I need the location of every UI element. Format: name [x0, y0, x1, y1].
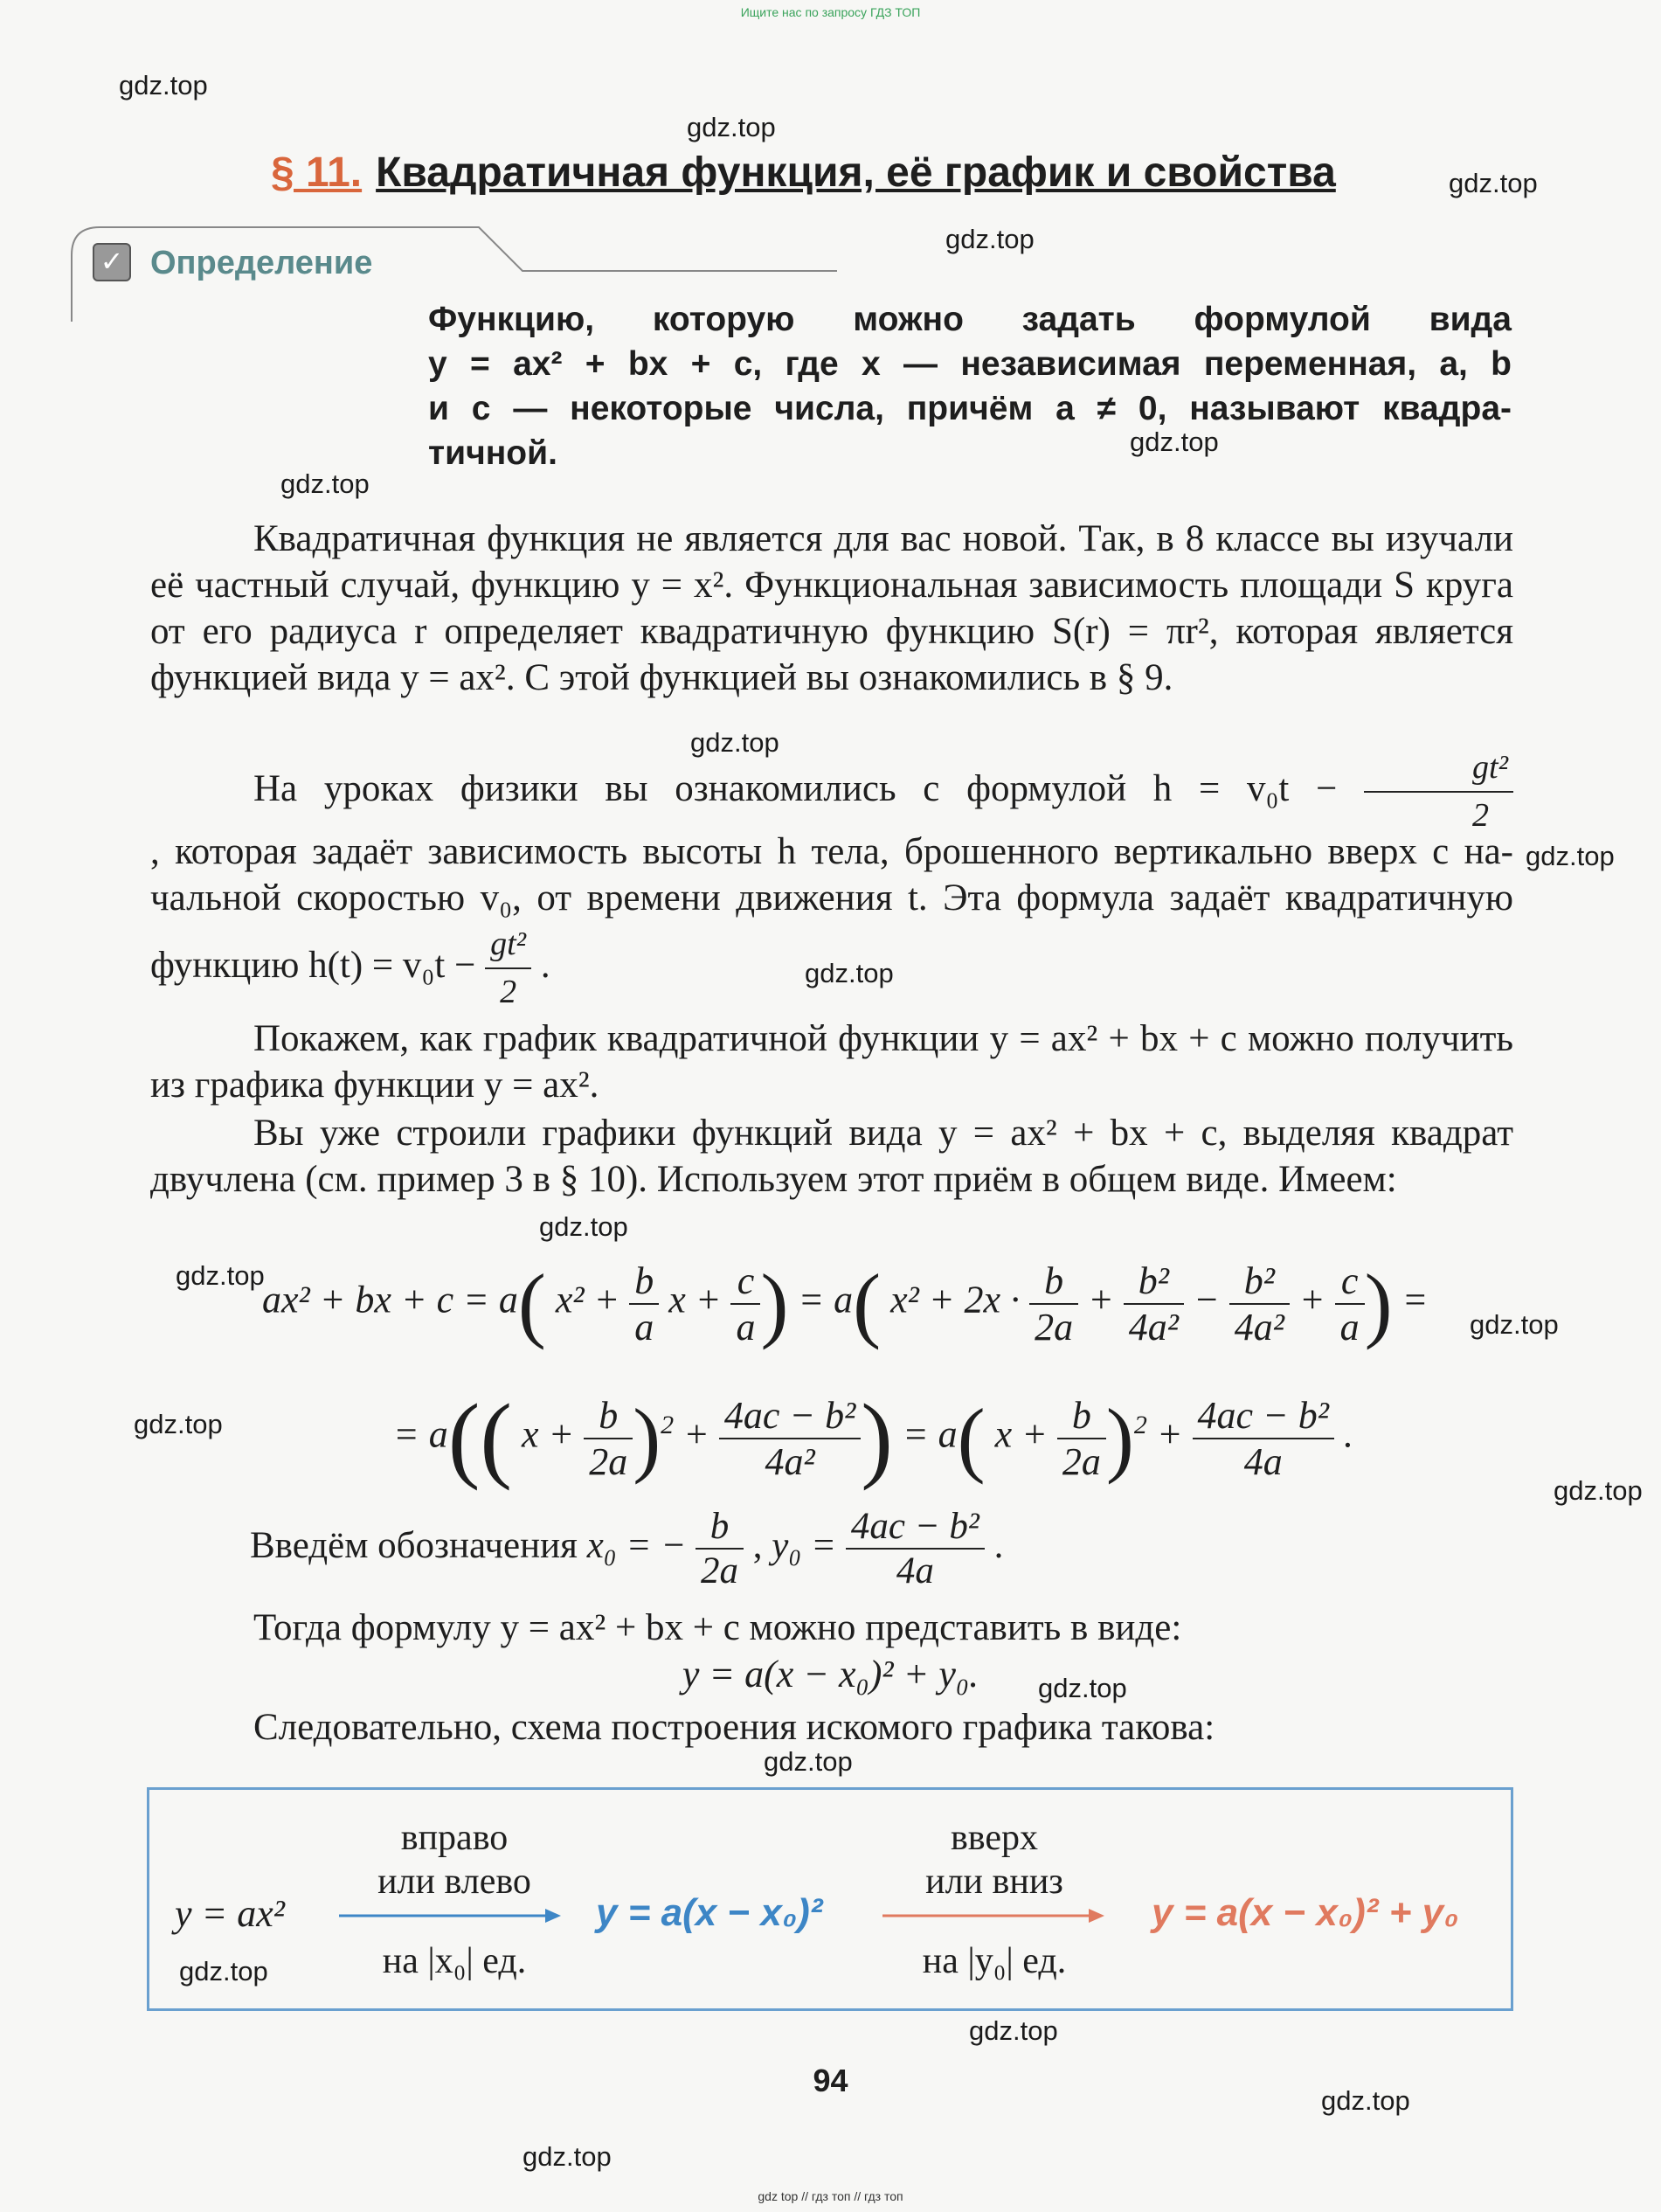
definition-line: тичной. [428, 434, 557, 472]
watermark: gdz.top [1130, 426, 1219, 457]
notation-text: Введём обозначения [250, 1524, 578, 1566]
fraction-b-a: $\frac{b}{a}$ [629, 1259, 659, 1349]
eq2-square: 2 [661, 1410, 675, 1439]
arrow2-top [881, 1816, 1108, 1903]
arrow-right-icon [339, 1905, 561, 1926]
schema-end: y = a(x − x₀)² + y₀ [1152, 1891, 1459, 1934]
watermark: gdz.top [1449, 168, 1538, 198]
section-title-text: Квадратичная функция, её график и свойства [376, 149, 1336, 196]
definition-line: y = ax² + bx + c, где x — независимая переменная, a, b [428, 345, 1512, 383]
equation-1: ax² + bx + c = a( x² + $\frac{b}{a}$ x + $\frac{c}{a}$ ) = a( x² + 2x · $\frac{b}{2a}$ + $\frac{\text{b²}}{\text{4a²}}$ − $\frac{\text{b²}}{\text{4a²}}$ + $\frac{c}{a}$ ) = [262, 1257, 1429, 1350]
notation-sep: , [752, 1524, 763, 1566]
top-note: Ищите нас по запросу ГДЗ ТОП [740, 5, 921, 19]
watermark: gdz.top [969, 2015, 1058, 2046]
arrow1-top2: или влево [377, 1862, 531, 1902]
eq1-p1: x² + [555, 1278, 620, 1321]
watermark: gdz.top [523, 2141, 612, 2172]
eq2-plus: + [1156, 1412, 1183, 1456]
eq1-plus: + [1088, 1278, 1114, 1321]
fraction-b-2a: $\frac{b}{2a}$ [696, 1505, 744, 1592]
schema-mid: y = a(x − x₀)² [596, 1891, 823, 1934]
page-number: 94 [813, 2063, 848, 2098]
notation-x0: x₀ = − [586, 1524, 687, 1566]
watermark: gdz.top [805, 958, 894, 988]
eq1-p3: = a [798, 1278, 854, 1321]
fraction-b2-4a2: $\frac{\text{b²}}{\text{4a²}}$ [1124, 1259, 1184, 1349]
eq2-s1: = a [393, 1412, 448, 1456]
fraction-b-2a: $\frac{b}{2a}$ [1057, 1393, 1106, 1484]
notation-y0: y₀ = [772, 1524, 837, 1566]
paragraph-1: Квадратичная функция не является для вас новой. Так, в 8 классе вы изучали её частный случай, функцию y = x². Функциональная зависимость площади S круга от его радиуса r определяет квадратичную функцию S(r) = πr², которая является функцией вида y = ax². С этой функцией вы ознакомились в § 9. [150, 518, 1513, 698]
fraction-c-a: $\frac{c}{a}$ [730, 1259, 760, 1349]
section-number: § 11. [271, 149, 363, 196]
watermark: gdz.top [134, 1409, 223, 1439]
paragraph-4: Вы уже строили графики функций вида y = ax² + bx + c, выделяя квадрат двучлена (см. пример 3 в § 10). Используем этот приём в общем виде. Имеем: [150, 1113, 1513, 1200]
definition-text [428, 297, 1512, 475]
paragraph-2 [150, 745, 1513, 839]
watermark: gdz.top [1038, 1673, 1127, 1703]
eq2-s2: x + [994, 1412, 1048, 1456]
eq2-eqa: = a [902, 1412, 958, 1456]
definition-label: Определение [150, 245, 373, 281]
watermark: gdz.top [179, 1956, 268, 1987]
check-icon: ✓ [93, 243, 131, 281]
arrow1-top [341, 1816, 568, 1903]
eq2-plus: + [683, 1412, 709, 1456]
arrow2-bottom: на |y₀| ед. [922, 1941, 1067, 1981]
eq1-lhs: ax² + bx + c = a [262, 1278, 518, 1321]
arrow1-top1: вправо [400, 1818, 509, 1858]
paragraph-6: Следовательно, схема построения искомого графика такова: [253, 1707, 1215, 1748]
eq2-end: . [1343, 1412, 1353, 1456]
paragraph-2-end: . [540, 944, 550, 986]
arrow-right-icon [882, 1905, 1104, 1926]
watermark: gdz.top [119, 70, 208, 101]
eq1-p4: x² + 2x · [890, 1278, 1021, 1321]
eq1-p2: x + [668, 1278, 722, 1321]
fraction-gt2-over-2: $\frac{\text{gt²}}{2}$ [485, 921, 531, 1016]
bottom-note: gdz top // гдз топ // гдз топ [758, 2189, 903, 2203]
notation-line [250, 1505, 1003, 1592]
definition-line: Функцию, которую можно задать формулой вида [428, 301, 1512, 338]
watermark: gdz.top [1321, 2085, 1410, 2116]
fraction-4acb2-4a: $\frac{\text{4ac − b²}}{4a}$ [846, 1505, 985, 1592]
paragraph-3: Покажем, как график квадратичной функции y = ax² + bx + c можно получить из графика функции y = ax². [150, 1018, 1513, 1106]
watermark: gdz.top [690, 727, 779, 758]
paragraph-2-b: , которая задаёт зависимость высоты h тела, брошенного вертикально вверх с на-чальной скоростью v₀, от времени движения t. Эта формула задаёт квадратичную функцию h(t) = v₀t − [150, 831, 1513, 986]
watermark: gdz.top [539, 1211, 628, 1242]
paragraph-2-rest [150, 829, 1513, 1016]
watermark: gdz.top [764, 1746, 853, 1777]
eq1-minus: − [1193, 1278, 1220, 1321]
watermark: gdz.top [280, 468, 370, 499]
section-title [271, 149, 1336, 197]
fraction-gt2-over-2: $\frac{\text{gt²}}{2}$ [1364, 745, 1513, 839]
fraction-4acb2-4a2: $\frac{\text{4ac − b²}}{\text{4a²}}$ [719, 1393, 861, 1484]
paragraph-2-a: На уроках физики вы ознакомились с формулой h = v₀t − [253, 767, 1338, 809]
watermark: gdz.top [687, 112, 776, 142]
equation-2: = a(( x + $\frac{b}{2a}$ )$^2$ + $\frac{\text{4ac − b²}}{\text{4a²}}$ ) = a( x + $\frac{b}{2a}$ )$^2$ + $\frac{\text{4ac − b²}}{4a}$ . [393, 1384, 1353, 1491]
watermark: gdz.top [1470, 1309, 1559, 1340]
fraction-b-2a: $\frac{b}{2a}$ [584, 1393, 633, 1484]
schema-start: y = ax² [175, 1892, 285, 1935]
equation-3: y = a(x − x₀)² + y₀. [682, 1653, 979, 1695]
watermark: gdz.top [945, 224, 1035, 254]
definition-line: и c — некоторые числа, причём a ≠ 0, называют квадра- [428, 390, 1512, 427]
fraction-b2-4a2: $\frac{\text{b²}}{\text{4a²}}$ [1229, 1259, 1290, 1349]
watermark: gdz.top [1554, 1475, 1643, 1506]
arrow1-bottom: на |x₀| ед. [382, 1941, 527, 1981]
eq2-square: 2 [1133, 1410, 1147, 1439]
arrow2-top2: или вниз [925, 1862, 1063, 1902]
fraction-b-2a: $\frac{b}{2a}$ [1029, 1259, 1078, 1349]
arrow2-top1: вверх [950, 1818, 1039, 1858]
fraction-4acb2-4a: $\frac{\text{4ac − b²}}{4a}$ [1193, 1393, 1334, 1484]
paragraph-5: Тогда формулу y = ax² + bx + c можно представить в виде: [253, 1607, 1182, 1648]
eq1-end: = [1401, 1278, 1429, 1321]
watermark: gdz.top [176, 1260, 265, 1291]
eq1-plus2: + [1298, 1278, 1325, 1321]
watermark: gdz.top [1526, 841, 1615, 871]
notation-end: . [993, 1524, 1004, 1566]
fraction-c-a: $\frac{c}{a}$ [1335, 1259, 1365, 1349]
eq2-s2: x + [521, 1412, 575, 1456]
